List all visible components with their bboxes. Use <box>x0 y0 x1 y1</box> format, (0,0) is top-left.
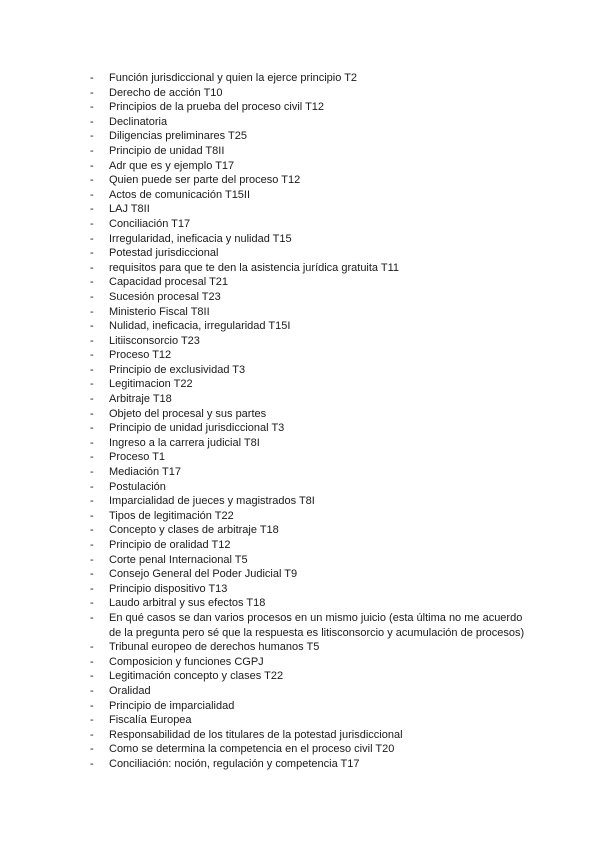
bullet-dash: - <box>90 743 94 756</box>
bullet-dash: - <box>90 378 94 391</box>
list-item-text: Proceso T1 <box>109 451 166 464</box>
bullet-dash: - <box>90 261 94 274</box>
list-item <box>0 669 529 684</box>
list-item <box>0 465 529 480</box>
bullet-dash: - <box>90 757 94 770</box>
list-item <box>0 246 529 261</box>
bullet-dash: - <box>90 407 94 420</box>
list-item <box>0 407 529 422</box>
list-item <box>0 348 529 363</box>
list-item-text: Derecho de acción T10 <box>109 86 223 99</box>
bullet-dash: - <box>90 290 94 303</box>
list-item-text: Función jurisdiccional y quien la ejerce principio T2 <box>109 72 358 84</box>
list-item-text: Ingreso a la carrera judicial T8I <box>109 436 260 449</box>
list-item-text: Nulidad, ineficacia, irregularidad T15I <box>109 320 291 333</box>
list-item-text: En qué casos se dan varios procesos en un mismo juicio (esta última no me acuerdo de la pregunta pero sé que la respuesta es litisconsorcio y acumulación de procesos) <box>109 611 525 639</box>
list-item <box>0 742 529 757</box>
list-item <box>0 159 529 174</box>
list-item-text: Sucesión procesal T23 <box>109 290 221 303</box>
list-item <box>0 538 529 553</box>
bullet-dash: - <box>90 568 94 581</box>
list-item-text: Legitimacion T22 <box>109 378 193 391</box>
list-item-text: LAJ T8II <box>109 203 150 216</box>
list-item <box>0 305 529 320</box>
list-item <box>0 261 529 276</box>
list-item <box>0 232 529 247</box>
list-item-text: Principios de la prueba del proceso civil T12 <box>109 101 325 114</box>
list-item-text: Conciliación T17 <box>109 217 191 230</box>
bullet-dash: - <box>90 422 94 435</box>
list-item-text: Fiscalía Europea <box>109 714 192 727</box>
list-item <box>0 450 529 465</box>
bullet-dash: - <box>90 582 94 595</box>
list-item-text: Principio de unidad jurisdiccional T3 <box>109 422 285 435</box>
bullet-dash: - <box>90 349 94 362</box>
list-item <box>0 713 529 728</box>
list-item-text: Oralidad <box>109 684 151 697</box>
list-item <box>0 553 529 568</box>
bullet-dash: - <box>90 509 94 522</box>
list-item-text: Mediación T17 <box>109 466 181 479</box>
list-item <box>0 699 529 714</box>
bullet-dash: - <box>90 276 94 289</box>
bullet-dash: - <box>90 597 94 610</box>
bullet-dash: - <box>90 728 94 741</box>
bullet-dash: - <box>90 101 94 114</box>
bullet-dash: - <box>90 305 94 318</box>
list-item <box>0 202 529 217</box>
list-item-text: requisitos para que te den la asistencia jurídica gratuita T11 <box>109 261 400 274</box>
list-item <box>0 86 529 101</box>
list-item-text: Laudo arbitral y sus efectos T18 <box>109 597 266 610</box>
list-item <box>0 421 529 436</box>
list-item-text: Corte penal Internacional T5 <box>109 553 248 566</box>
list-item <box>0 567 529 582</box>
topic-list <box>0 71 529 772</box>
list-item-text: Principio dispositivo T13 <box>109 582 228 595</box>
list-item <box>0 319 529 334</box>
list-item-text: Litiisconsorcio T23 <box>109 334 200 347</box>
bullet-dash: - <box>90 320 94 333</box>
list-item <box>0 480 529 495</box>
bullet-dash: - <box>90 524 94 537</box>
bullet-dash: - <box>90 495 94 508</box>
bullet-dash: - <box>90 72 94 84</box>
bullet-dash: - <box>90 699 94 712</box>
list-item-text: Diligencias preliminares T25 <box>109 130 247 143</box>
bullet-dash: - <box>90 217 94 230</box>
list-item <box>0 217 529 232</box>
bullet-dash: - <box>90 641 94 654</box>
list-item <box>0 363 529 378</box>
bullet-dash: - <box>90 466 94 479</box>
bullet-dash: - <box>90 684 94 697</box>
bullet-dash: - <box>90 334 94 347</box>
list-item-text: Conciliación: noción, regulación y competencia T17 <box>109 757 360 770</box>
list-item <box>0 115 529 130</box>
list-item <box>0 144 529 159</box>
list-item <box>0 494 529 509</box>
bullet-dash: - <box>90 436 94 449</box>
list-item-text: Legitimación concepto y clases T22 <box>109 670 284 683</box>
list-item <box>0 334 529 349</box>
list-item <box>0 684 529 699</box>
bullet-dash: - <box>90 655 94 668</box>
list-item-text: Imparcialidad de jueces y magistrados T8I <box>109 495 315 508</box>
list-item-text: Como se determina la competencia en el proceso civil T20 <box>109 743 395 756</box>
list-item-text: Capacidad procesal T21 <box>109 276 229 289</box>
list-item-text: Principio de oralidad T12 <box>109 539 231 551</box>
list-item-text: Composicion y funciones CGPJ <box>109 655 264 668</box>
list-item-text: Consejo General del Poder Judicial T9 <box>109 568 298 581</box>
list-item-text: Quien puede ser parte del proceso T12 <box>109 174 301 187</box>
list-item <box>0 640 529 655</box>
list-item <box>0 523 529 538</box>
list-item <box>0 290 529 305</box>
list-item <box>0 71 529 86</box>
list-item <box>0 611 529 640</box>
list-item-text: Concepto y clases de arbitraje T18 <box>109 524 279 537</box>
bullet-dash: - <box>90 115 94 128</box>
bullet-dash: - <box>90 86 94 99</box>
list-item-text: Principio de imparcialidad <box>109 699 235 712</box>
bullet-dash: - <box>90 232 94 245</box>
list-item <box>0 757 529 772</box>
bullet-dash: - <box>90 670 94 683</box>
list-item-text: Principio de exclusividad T3 <box>109 363 246 376</box>
list-item <box>0 173 529 188</box>
bullet-dash: - <box>90 451 94 464</box>
bullet-dash: - <box>90 159 94 172</box>
list-item-text: Tribunal europeo de derechos humanos T5 <box>109 641 320 654</box>
list-item <box>0 655 529 670</box>
list-item <box>0 100 529 115</box>
list-item-text: Responsabilidad de los titulares de la potestad jurisdiccional <box>109 728 403 741</box>
list-item <box>0 275 529 290</box>
list-item-text: Objeto del procesal y sus partes <box>109 407 267 420</box>
list-item-text: Postulación <box>109 480 166 493</box>
list-item <box>0 596 529 611</box>
bullet-dash: - <box>90 363 94 376</box>
bullet-dash: - <box>90 611 94 624</box>
list-item-text: Tipos de legitimación T22 <box>109 509 234 522</box>
list-item-text: Irregularidad, ineficacia y nulidad T15 <box>109 232 292 245</box>
list-item <box>0 582 529 597</box>
bullet-dash: - <box>90 480 94 493</box>
list-item-text: Potestad jurisdiccional <box>109 247 219 260</box>
list-item <box>0 728 529 743</box>
bullet-dash: - <box>90 188 94 201</box>
list-item-text: Adr que es y ejemplo T17 <box>109 159 235 172</box>
list-item <box>0 129 529 144</box>
list-item-text: Ministerio Fiscal T8II <box>109 305 210 318</box>
bullet-dash: - <box>90 130 94 143</box>
list-item-text: Principio de unidad T8II <box>109 144 225 157</box>
list-item <box>0 392 529 407</box>
bullet-dash: - <box>90 393 94 406</box>
list-item-text: Actos de comunicación T15II <box>109 188 251 201</box>
bullet-dash: - <box>90 174 94 187</box>
bullet-dash: - <box>90 714 94 727</box>
bullet-dash: - <box>90 247 94 260</box>
list-item-text: Proceso T12 <box>109 349 172 362</box>
list-item-text: Arbitraje T18 <box>109 393 172 406</box>
bullet-dash: - <box>90 553 94 566</box>
list-item-text: Declinatoria <box>109 115 168 128</box>
bullet-dash: - <box>90 203 94 216</box>
list-item <box>0 436 529 451</box>
bullet-dash: - <box>90 144 94 157</box>
list-item <box>0 509 529 524</box>
list-item <box>0 377 529 392</box>
bullet-dash: - <box>90 539 94 551</box>
list-item <box>0 188 529 203</box>
